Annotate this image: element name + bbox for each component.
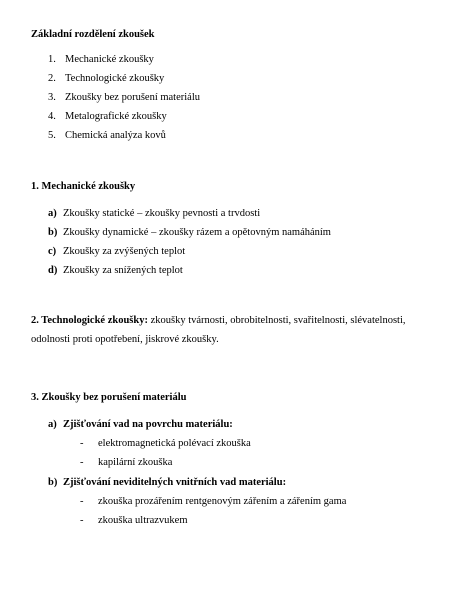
bullet-text: zkouška prozářením rentgenovým zářením a zářením gama bbox=[98, 496, 347, 507]
list-number: 1. bbox=[48, 54, 56, 65]
list-item-text: Zkoušky dynamické – zkoušky rázem a opětovným namáháním bbox=[63, 227, 331, 238]
bullet-text: elektromagnetická polévací zkouška bbox=[98, 438, 251, 449]
list-number: 4. bbox=[48, 111, 56, 122]
bullet-text: kapilární zkouška bbox=[98, 457, 173, 468]
list-number: 2. bbox=[48, 73, 56, 84]
bullet-item bbox=[80, 514, 188, 527]
list-item bbox=[48, 207, 261, 220]
list-letter: d) bbox=[48, 265, 58, 276]
document-title: Základní rozdělení zkoušek bbox=[31, 29, 155, 40]
list-item bbox=[48, 72, 165, 85]
section2-paragraph-line2: odolnosti proti opotřebení, jiskrové zkoušky. bbox=[31, 334, 219, 345]
list-letter: b) bbox=[48, 477, 58, 488]
list-letter: b) bbox=[48, 227, 58, 238]
list-item bbox=[48, 110, 167, 123]
list-item-text: Zkoušky za zvýšených teplot bbox=[63, 246, 186, 257]
subheading bbox=[48, 476, 287, 489]
list-item bbox=[48, 264, 183, 277]
list-item bbox=[48, 245, 186, 258]
bullet-text: zkouška ultrazvukem bbox=[98, 515, 188, 526]
list-number: 3. bbox=[48, 92, 56, 103]
list-item bbox=[48, 129, 166, 142]
subheading-text: Zjišťování vad na povrchu materiálu: bbox=[63, 419, 233, 430]
section2-paragraph-line1 bbox=[31, 314, 406, 327]
list-item-text: Zkoušky bez porušení materiálu bbox=[65, 92, 201, 103]
bullet-dash: - bbox=[80, 438, 84, 449]
list-letter: c) bbox=[48, 246, 57, 257]
section-heading: 2. Technologické zkoušky: bbox=[31, 315, 148, 326]
bullet-item bbox=[80, 437, 251, 450]
bullet-dash: - bbox=[80, 496, 84, 507]
section-text: zkoušky tvárnosti, obrobitelnosti, svařitelnosti, slévatelnosti, bbox=[147, 315, 406, 326]
list-item bbox=[48, 53, 154, 66]
list-item-text: Metalografické zkoušky bbox=[65, 111, 167, 122]
bullet-item bbox=[80, 495, 347, 508]
bullet-dash: - bbox=[80, 515, 84, 526]
list-item-text: Technologické zkoušky bbox=[65, 73, 165, 84]
list-item bbox=[48, 91, 201, 104]
list-number: 5. bbox=[48, 130, 56, 141]
subheading bbox=[48, 418, 233, 431]
bullet-item bbox=[80, 456, 173, 469]
section-heading: 3. Zkoušky bez porušení materiálu bbox=[31, 392, 187, 403]
list-letter: a) bbox=[48, 208, 57, 219]
section-heading: 1. Mechanické zkoušky bbox=[31, 181, 136, 192]
list-item bbox=[48, 226, 331, 239]
list-letter: a) bbox=[48, 419, 57, 430]
list-item-text: Mechanické zkoušky bbox=[65, 54, 154, 65]
subheading-text: Zjišťování neviditelných vnitřních vad materiálu: bbox=[63, 477, 287, 488]
list-item-text: Chemická analýza kovů bbox=[65, 130, 166, 141]
bullet-dash: - bbox=[80, 457, 84, 468]
list-item-text: Zkoušky statické – zkoušky pevnosti a trvdosti bbox=[63, 208, 261, 219]
list-item-text: Zkoušky za snížených teplot bbox=[63, 265, 183, 276]
